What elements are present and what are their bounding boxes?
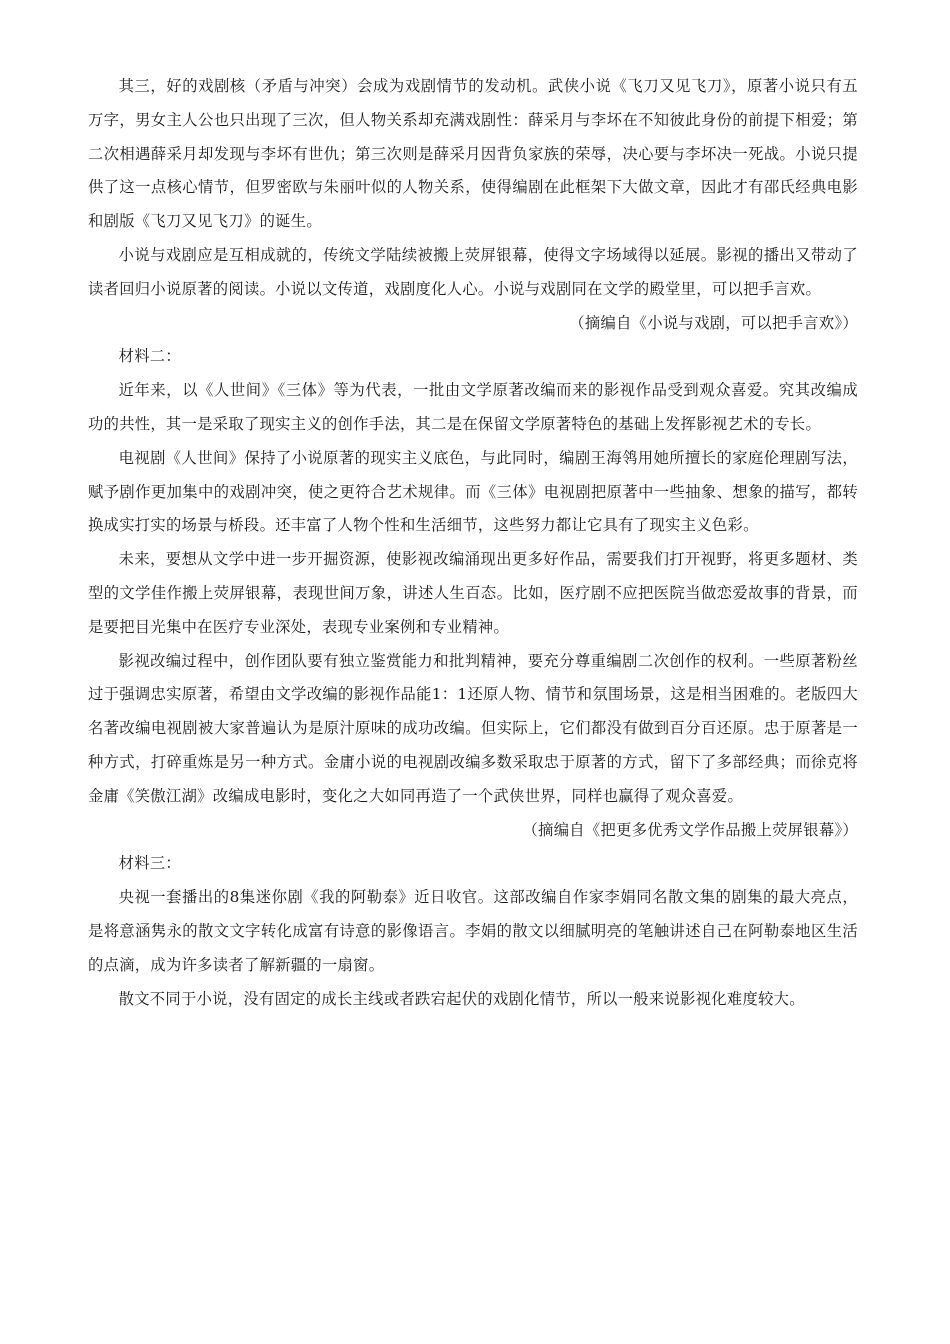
paragraph-adaptation-process: 影视改编过程中，创作团队要有独立鉴赏能力和批判精神，要充分尊重编剧二次创作的权利。一些原著粉丝过于强调忠实原著，希望由文学改编的影视作品能1：1还原人物、情节和氛围场景，这是相当困难的。老版四大名著改编电视剧被大家普遍认为是原汁原味的成功改编。但实际上，它们都没有做到百分百还原。忠于原著是一种方式，打碎重炼是另一种方式。金庸小说的电视剧改编多数采取忠于原著的方式，留下了多部经典；而徐克将金庸《笑傲江湖》改编成电影时，变化之大如同再造了一个武侠世界，同样也赢得了观众喜爱。 xyxy=(88,651,858,805)
paragraph-renshijian-santi: 电视剧《人世间》保持了小说原著的现实主义底色，与此同时，编剧王海鸰用她所擅长的家庭伦理剧写法，赋予剧作更加集中的戏剧冲突，使之更符合艺术规律。而《三体》电视剧把原著中一些抽象、想象的描写，都转换成实打实的场景与桥段。还丰富了人物个性和生活细节，这些努力都让它具有了现实主义色彩。 xyxy=(88,448,858,535)
paragraph-mutual-achievement: 小说与戏剧应是互相成就的，传统文学陆续被搬上荧屏银幕，使得文字场域得以延展。影视的播出又带动了读者回归小说原著的阅读。小说以文传道，戏剧度化人心。小说与戏剧同在文学的殿堂里，可以把手言欢。 xyxy=(88,245,858,298)
material-three-heading: 材料三： xyxy=(118,854,181,873)
paragraph-drama-core: 其三，好的戏剧核（矛盾与冲突）会成为戏剧情节的发动机。武侠小说《飞刀又见飞刀》，原著小说只有五万字，男女主人公也只出现了三次，但人物关系却充满戏剧性：薛采月与李坏在不知彼此身份的前提下相爱；第二次相遇薛采月却发现与李坏有世仇；第三次则是薛采月因背负家族的荣辱，决心要与李坏决一死战。小说只提供了这一点核心情节，但罗密欧与朱丽叶似的人物关系，使得编剧在此框架下大做文章，因此才有邵氏经典电影和剧版《飞刀又见飞刀》的诞生。 xyxy=(88,77,858,231)
material-two-heading: 材料二： xyxy=(118,347,181,366)
document-page xyxy=(88,70,858,1016)
source-citation-1: （摘编自《小说与戏剧，可以把手言欢》） xyxy=(569,313,858,332)
paragraph-altay-series: 央视一套播出的8集迷你剧《我的阿勒泰》近日收官。这部改编自作家李娟同名散文集的剧集的最大亮点，是将意涵隽永的散文文字转化成富有诗意的影像语言。李娟的散文以细腻明亮的笔触讲述自己在阿勒泰地区生活的点滴，成为许多读者了解新疆的一扇窗。 xyxy=(88,888,858,974)
paragraph-adaptation-success: 近年来，以《人世间》《三体》等为代表，一批由文学原著改编而来的影视作品受到观众喜爱。究其改编成功的共性，其一是采取了现实主义的创作手法，其二是在保留文学原著特色的基础上发挥影视艺术的专长。 xyxy=(88,381,858,433)
source-citation-2: （摘编自《把更多优秀文学作品搬上荧屏银幕》） xyxy=(522,820,858,839)
paragraph-future-resources: 未来，要想从文学中进一步开掘资源，使影视改编涌现出更多好作品，需要我们打开视野，将更多题材、类型的文学佳作搬上荧屏银幕，表现世间万象，讲述人生百态。比如，医疗剧不应把医院当做恋爱故事的背景，而是要把目光集中在医疗专业深处，表现专业案例和专业精神。 xyxy=(88,550,858,636)
paragraph-prose-vs-novel: 散文不同于小说，没有固定的成长主线或者跌宕起伏的戏剧化情节，所以一般来说影视化难度较大。 xyxy=(118,989,805,1008)
